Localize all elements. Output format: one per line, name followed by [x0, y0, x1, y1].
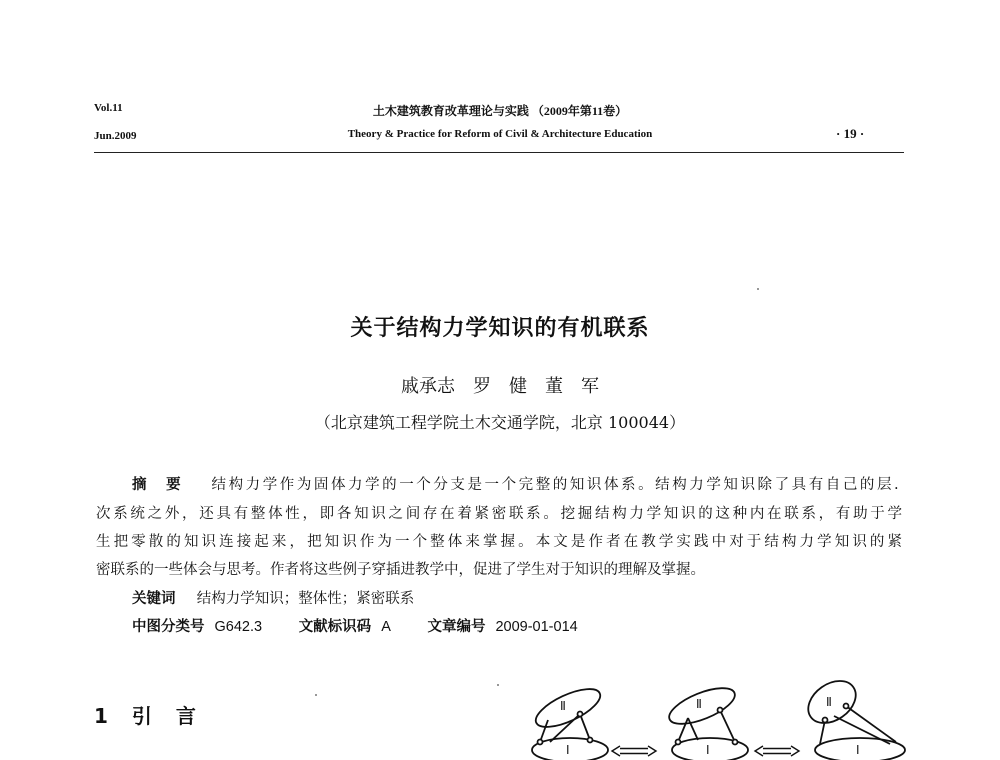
body-label-upper: Ⅱ — [696, 697, 702, 711]
article-authors: 戚承志 罗 健 董 军 — [401, 376, 599, 397]
body-label-lower: Ⅰ — [856, 743, 860, 757]
doc-code-label: 文献标识码 — [298, 619, 372, 635]
clc-value: G642.3 — [214, 619, 263, 635]
equivalence-arrow — [755, 746, 799, 756]
upper-ellipse — [800, 676, 863, 732]
body-label-lower: Ⅰ — [566, 743, 570, 757]
abstract-text-line: 生把零散的知识连接起来，把知识作为一个整体来掌握。本文是作者在教学实践中对于结构力学知识的紧 — [96, 534, 902, 550]
diagram-group-1 — [531, 681, 608, 760]
article-title: 关于结构力学知识的有机联系 — [350, 316, 650, 341]
connecting-bar — [540, 720, 548, 742]
connecting-bar — [678, 718, 688, 742]
article-number-item — [427, 620, 577, 635]
journal-volume: Vol.11 — [94, 102, 123, 114]
connecting-bar — [720, 710, 735, 742]
abstract-text-line: 次系统之外，还具有整体性，即各知识之间存在着紧密联系。挖掘结构力学知识的这种内在联系，有助于学 — [96, 506, 902, 522]
connecting-bar — [580, 714, 590, 740]
keywords-value: 结构力学知识；整体性；紧密联系 — [196, 591, 415, 607]
body-label-upper: Ⅱ — [826, 695, 832, 709]
hinge — [733, 740, 738, 745]
lower-ellipse — [815, 738, 905, 760]
scan-speck — [757, 288, 759, 290]
abstract-first-line: 摘 要 结构力学作为固体力学的一个分支是一个完整的知识体系。结构力学知识除了具有自己的层. — [132, 477, 899, 493]
doc-code-value: A — [381, 619, 391, 635]
hinge — [844, 704, 849, 709]
abstract-text-line: 结构力学作为固体力学的一个分支是一个完整的知识体系。结构力学知识除了具有自己的层 — [211, 477, 894, 493]
hinge — [578, 712, 583, 717]
hinge — [718, 708, 723, 713]
diagram-group-3 — [800, 676, 905, 760]
connecting-bar — [846, 706, 896, 742]
hinge — [588, 738, 593, 743]
journal-title-english: Theory & Practice for Reform of Civil & Architecture Education — [347, 128, 653, 140]
article-number-value: 2009-01-014 — [495, 619, 578, 635]
doc-code-item — [299, 620, 391, 635]
clc-label: 中图分类号 — [132, 619, 205, 635]
body-label-upper: Ⅱ — [560, 699, 566, 713]
abstract-text-line: 密联系的一些体会与思考。作者将这些例子穿插进教学中，促进了学生对于知识的理解及掌握。 — [96, 562, 705, 578]
equivalence-arrow — [612, 746, 656, 756]
clc-item — [132, 620, 262, 635]
upper-ellipse — [665, 681, 740, 731]
journal-date: Jun.2009 — [94, 130, 137, 142]
scan-speck — [315, 694, 317, 696]
scan-speck — [497, 684, 499, 686]
article-number-label: 文章编号 — [427, 619, 486, 635]
keywords-line — [132, 592, 414, 607]
structure-diagram — [520, 676, 920, 760]
page-number: · 19 · — [836, 126, 865, 141]
hinge — [823, 718, 828, 723]
article-affiliation: （北京建筑工程学院土木交通学院，北京 100044） — [314, 413, 686, 432]
keywords-label: 关键词 — [132, 591, 176, 607]
hinge — [538, 740, 543, 745]
body-label-lower: Ⅰ — [706, 743, 710, 757]
upper-ellipse — [531, 681, 605, 734]
journal-title-chinese: 土木建筑教育改革理论与实践 （2009年第11卷） — [372, 104, 628, 118]
section-heading: 1 引 言 — [94, 704, 198, 728]
classification-line — [132, 620, 610, 635]
header-rule — [94, 152, 904, 153]
hinge — [676, 740, 681, 745]
diagram-group-2 — [665, 681, 748, 760]
abstract-label: 摘 要 — [132, 477, 184, 493]
lower-ellipse — [532, 738, 608, 760]
